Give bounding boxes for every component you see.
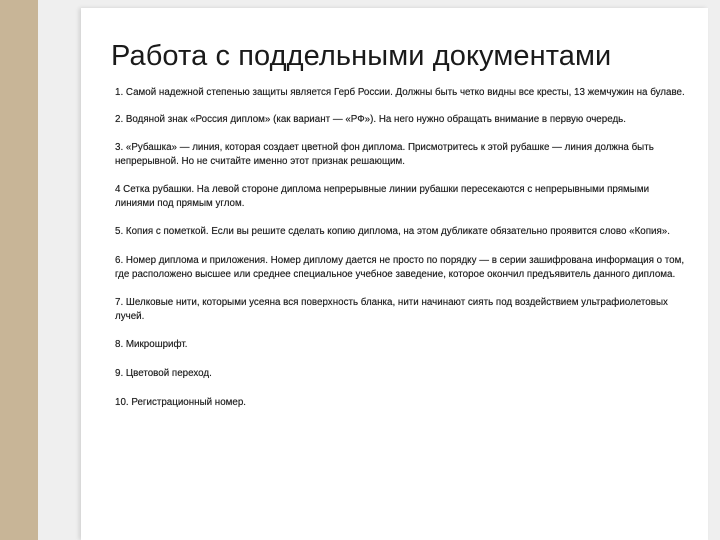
point-item-4: 4 Сетка рубашки. На левой стороне диплома непрерывные линии рубашки пересекаются с непрерывными прямыми линиями под прямым углом. [115,184,650,209]
point-item-3: 3. «Рубашка» — линия, которая создает цветной фон диплома. Присмотритесь к этой рубашке — линия должна быть непрерывной. Но не считайте именно этот признак решающим. [115,142,654,167]
point-item-6: 6. Номер диплома и приложения. Номер диплому дается не просто по порядку — в серии зашифрована информация о том, где расположено высшее или среднее специальное учебное заведение, которое окончил предъявитель данного диплома. [115,255,685,280]
point-item-1: 1. Самой надежной степенью защиты является Герб России. Должны быть четко видны все кресты, 13 жемчужин на булаве. [115,87,685,98]
decorative-left-band [0,0,38,540]
slide-title: Работа с поддельными документами [111,40,612,72]
point-item-2: 2. Водяной знак «Россия диплом» (как вариант — «РФ»). На него нужно обращать внимание в первую очередь. [115,114,626,125]
points-list [115,86,685,410]
point-item-10: 10. Регистрационный номер. [115,397,247,408]
point-item-8: 8. Микрошрифт. [115,339,188,350]
point-item-7: 7. Шелковые нити, которыми усеяна вся поверхность бланка, нити начинают сиять под воздействием ультрафиолетовых лучей. [115,297,668,322]
point-item-5: 5. Копия с пометкой. Если вы решите сделать копию диплома, на этом дубликате обязательно проявится слово «Копия». [115,226,670,237]
point-item-9: 9. Цветовой переход. [115,368,212,379]
